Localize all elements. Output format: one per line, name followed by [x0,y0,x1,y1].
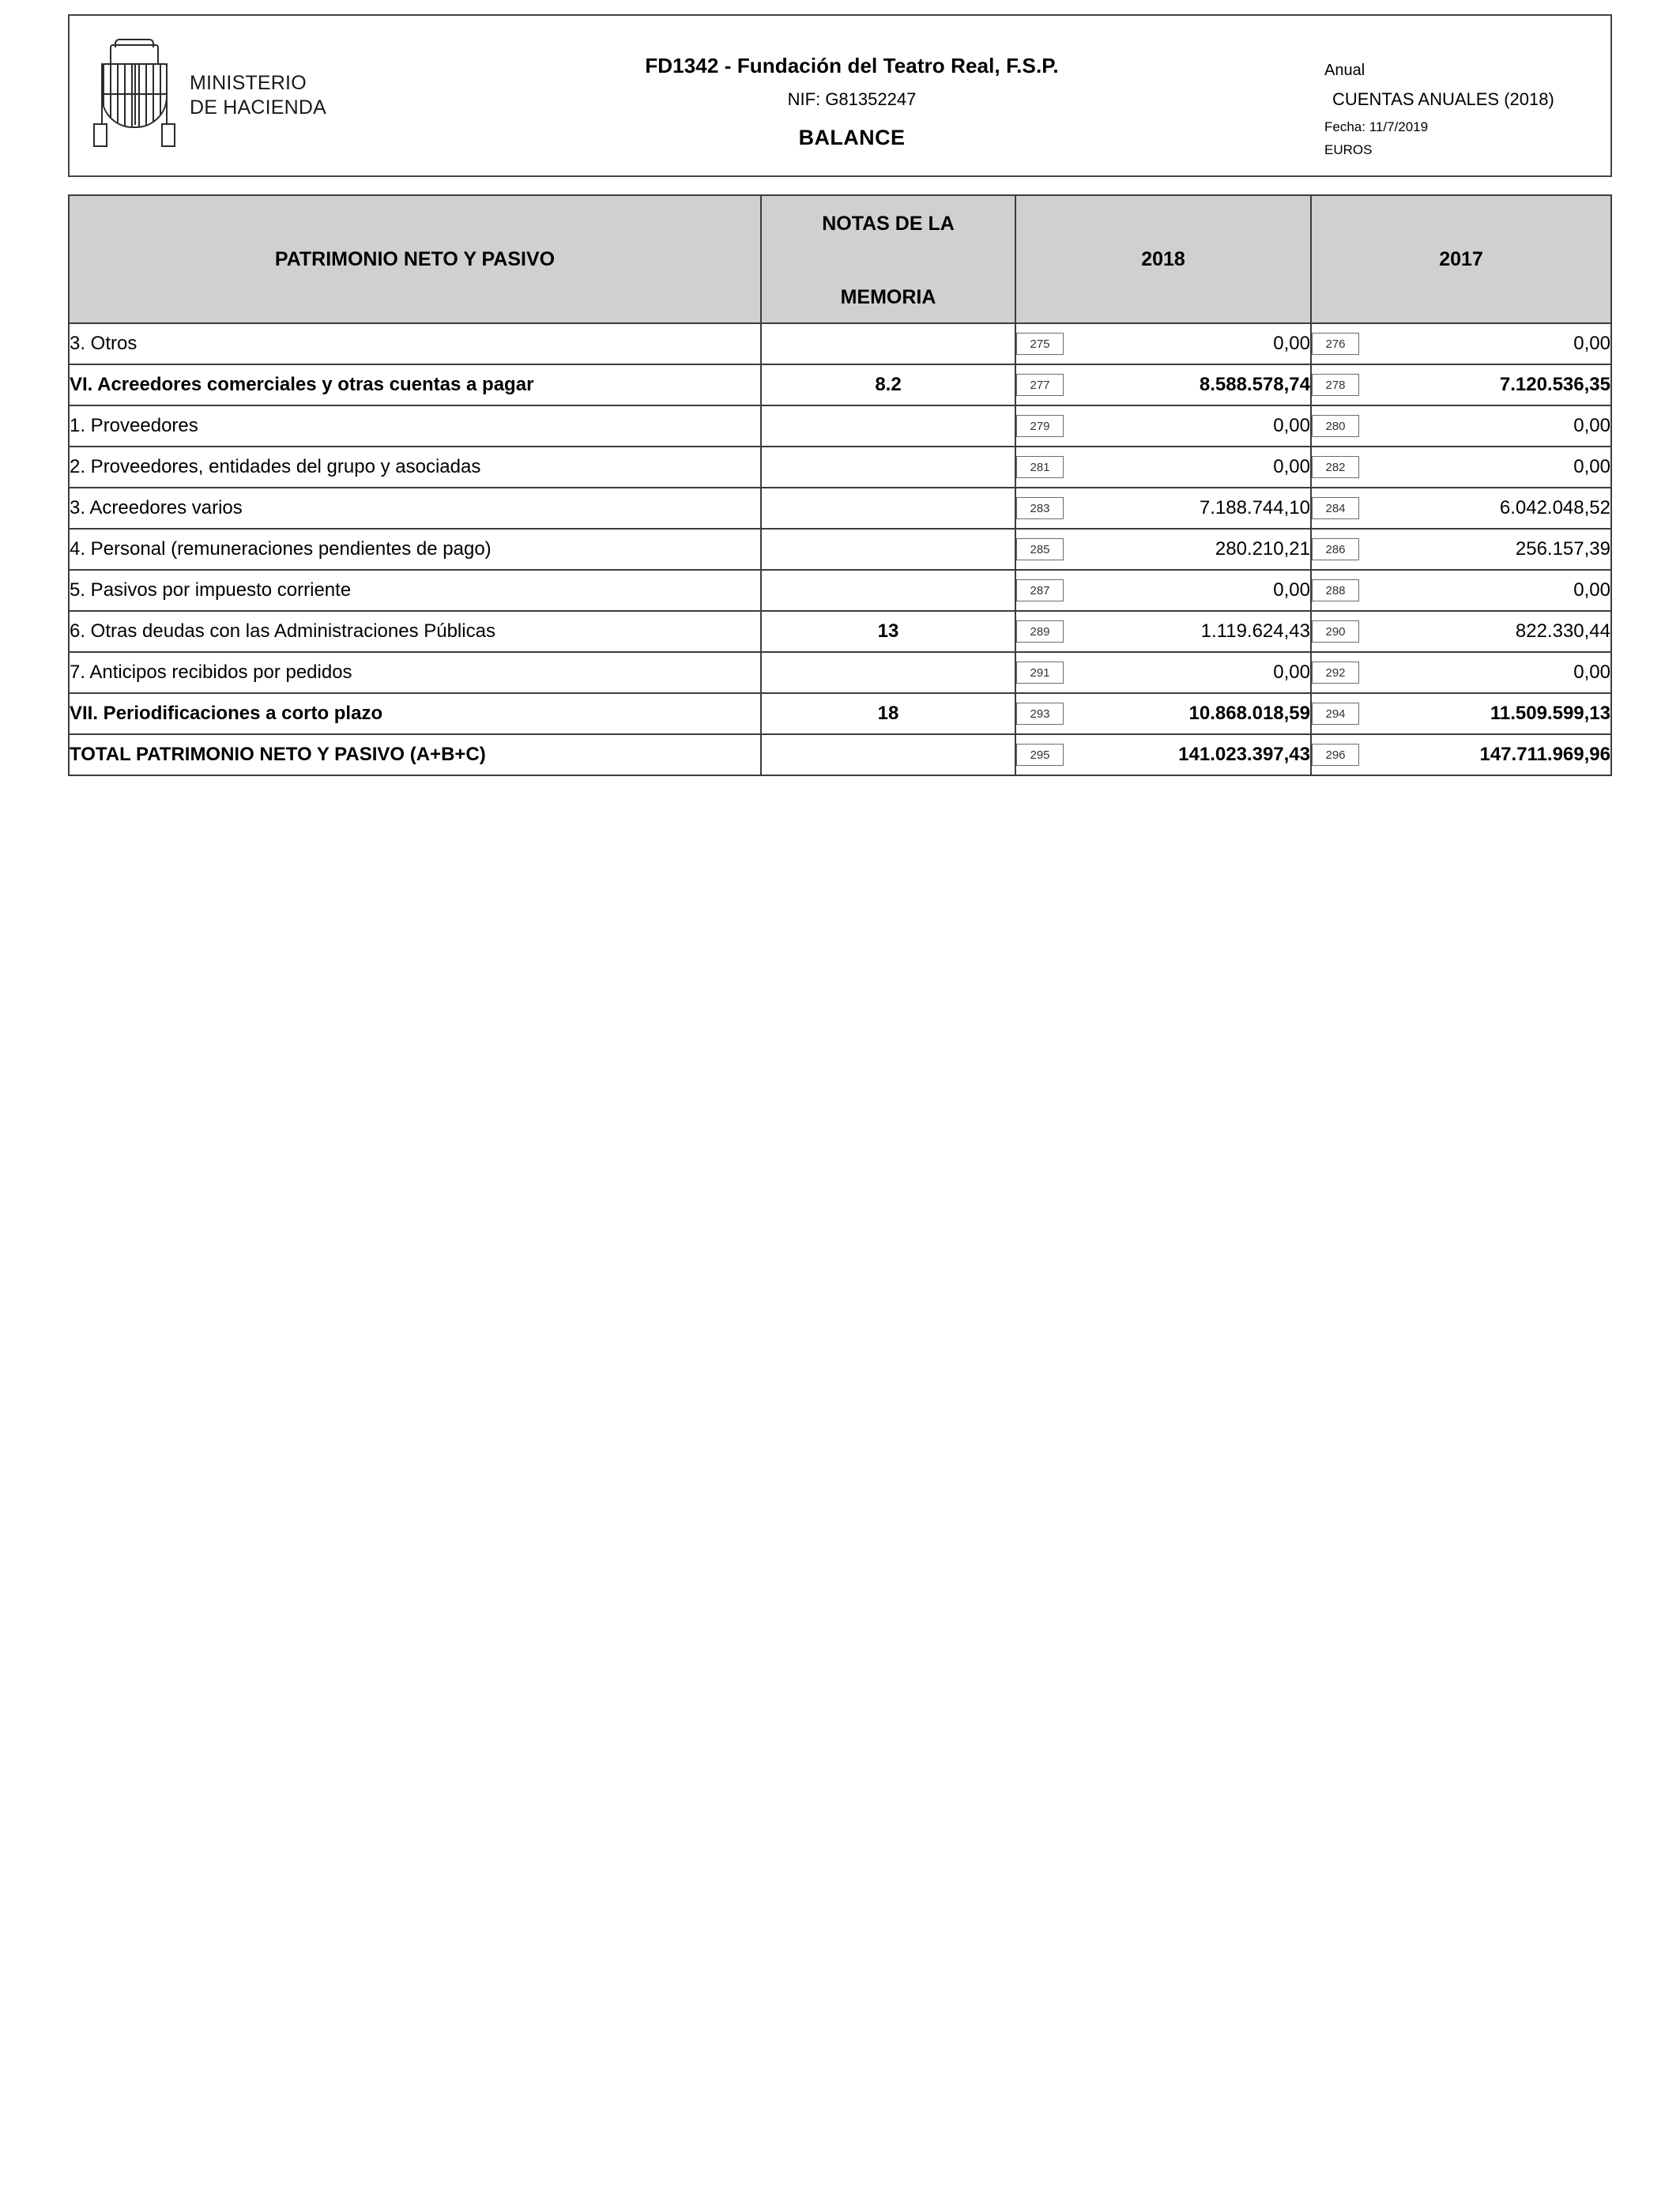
row-concept: TOTAL PATRIMONIO NETO Y PASIVO (A+B+C) [69,734,761,775]
row-value-year-2017 [1311,693,1611,734]
table-row [69,364,1611,405]
row-code-box: 280 [1312,415,1359,437]
row-concept: 4. Personal (remuneraciones pendientes de pago) [69,529,761,570]
row-code-box: 285 [1016,538,1064,560]
row-code-box: 288 [1312,579,1359,601]
row-value-year-2017 [1311,529,1611,570]
table-row [69,652,1611,693]
document-title: BALANCE [798,126,906,149]
row-code-box: 290 [1312,620,1359,643]
row-concept: 5. Pasivos por impuesto corriente [69,570,761,611]
row-value-year-2017 [1311,488,1611,529]
row-concept: 1. Proveedores [69,405,761,447]
row-code-box: 277 [1016,374,1064,396]
table-row [69,323,1611,364]
column-header-concept: PATRIMONIO NETO Y PASIVO [69,195,761,323]
row-amount: 0,00 [1573,456,1610,477]
row-value-year-2017 [1311,405,1611,447]
period-type: Anual [1324,62,1365,79]
row-value-year-2017 [1311,323,1611,364]
header-ministry-block [70,16,401,175]
document-header [68,14,1612,177]
table-row [69,734,1611,775]
table-row [69,488,1611,529]
row-note-reference [761,405,1015,447]
row-concept: 3. Otros [69,323,761,364]
row-note-reference [761,323,1015,364]
table-row [69,570,1611,611]
row-amount: 0,00 [1273,333,1310,354]
row-value-year-2017 [1311,364,1611,405]
row-value-year-2018 [1015,364,1311,405]
ministry-name [190,71,326,121]
row-value-year-2018 [1015,447,1311,488]
row-code-box: 294 [1312,703,1359,725]
row-code-box: 284 [1312,497,1359,519]
row-code-box: 296 [1312,744,1359,766]
row-note-reference [761,529,1015,570]
row-value-year-2018 [1015,652,1311,693]
row-amount: 147.711.969,96 [1479,744,1610,765]
row-value-year-2018 [1015,529,1311,570]
header-title-block [401,16,1302,175]
header-table-separator [68,177,1612,194]
row-note-reference [761,488,1015,529]
row-code-box: 283 [1016,497,1064,519]
row-amount: 7.120.536,35 [1499,374,1610,395]
row-concept: VII. Periodificaciones a corto plazo [69,693,761,734]
row-amount: 1.119.624,43 [1200,620,1310,642]
account-type: CUENTAS ANUALES (2018) [1332,89,1554,109]
row-code-box: 293 [1016,703,1064,725]
row-amount: 280.210,21 [1215,538,1310,560]
currency-unit: EUROS [1324,142,1373,158]
table-row [69,529,1611,570]
row-code-box: 276 [1312,333,1359,355]
row-amount: 0,00 [1573,415,1610,436]
column-header-year-2017: 2017 [1311,195,1611,323]
row-code-box: 275 [1016,333,1064,355]
table-row [69,447,1611,488]
row-note-reference [761,570,1015,611]
column-header-notes-line2: MEMORIA [840,286,936,308]
row-value-year-2018 [1015,323,1311,364]
row-value-year-2018 [1015,734,1311,775]
balance-table-body [69,323,1611,775]
ministry-line-2: DE HACIENDA [190,96,327,119]
row-amount: 10.868.018,59 [1188,703,1310,724]
row-code-box: 282 [1312,456,1359,478]
balance-table [68,194,1612,776]
table-header-row [69,195,1611,323]
row-amount: 8.588.578,74 [1199,374,1310,395]
row-amount: 6.042.048,52 [1499,497,1610,518]
row-value-year-2018 [1015,611,1311,652]
row-value-year-2017 [1311,611,1611,652]
column-header-year-2018: 2018 [1015,195,1311,323]
row-code-box: 291 [1016,662,1064,684]
row-amount: 822.330,44 [1515,620,1610,642]
document-date: Fecha: 11/7/2019 [1324,119,1429,134]
row-code-box: 295 [1016,744,1064,766]
row-value-year-2017 [1311,734,1611,775]
row-value-year-2017 [1311,570,1611,611]
row-code-box: 292 [1312,662,1359,684]
header-meta-block [1302,16,1610,175]
row-amount: 0,00 [1273,415,1310,436]
row-value-year-2018 [1015,693,1311,734]
column-header-notes [761,195,1015,323]
row-amount: 0,00 [1573,579,1610,601]
row-amount: 0,00 [1273,662,1310,683]
row-concept: 6. Otras deudas con las Administraciones Públicas [69,611,761,652]
table-row [69,611,1611,652]
row-concept: 7. Anticipos recibidos por pedidos [69,652,761,693]
row-code-box: 289 [1016,620,1064,643]
table-row [69,693,1611,734]
row-note-reference: 13 [761,611,1015,652]
row-amount: 0,00 [1573,662,1610,683]
row-concept: VI. Acreedores comerciales y otras cuentas a pagar [69,364,761,405]
row-amount: 0,00 [1573,333,1610,354]
row-amount: 141.023.397,43 [1178,744,1310,765]
row-code-box: 279 [1016,415,1064,437]
ministry-line-1: MINISTERIO [190,71,307,94]
row-value-year-2018 [1015,488,1311,529]
row-amount: 11.509.599,13 [1490,703,1610,724]
row-value-year-2018 [1015,405,1311,447]
row-value-year-2017 [1311,652,1611,693]
row-concept: 3. Acreedores varios [69,488,761,529]
row-value-year-2017 [1311,447,1611,488]
row-code-box: 287 [1016,579,1064,601]
row-amount: 0,00 [1273,456,1310,477]
row-code-box: 278 [1312,374,1359,396]
entity-title: FD1342 - Fundación del Teatro Real, F.S.P. [645,54,1059,77]
row-code-box: 281 [1016,456,1064,478]
row-amount: 0,00 [1273,579,1310,601]
column-header-notes-line1: NOTAS DE LA [822,213,955,235]
row-amount: 256.157,39 [1515,538,1610,560]
table-row [69,405,1611,447]
row-amount: 7.188.744,10 [1199,497,1310,518]
row-note-reference [761,652,1015,693]
row-note-reference: 18 [761,693,1015,734]
row-note-reference: 8.2 [761,364,1015,405]
row-value-year-2018 [1015,570,1311,611]
spanish-coat-of-arms-icon [92,44,177,147]
row-note-reference [761,734,1015,775]
entity-nif: NIF: G81352247 [787,89,917,109]
row-concept: 2. Proveedores, entidades del grupo y asociadas [69,447,761,488]
row-code-box: 286 [1312,538,1359,560]
row-note-reference [761,447,1015,488]
